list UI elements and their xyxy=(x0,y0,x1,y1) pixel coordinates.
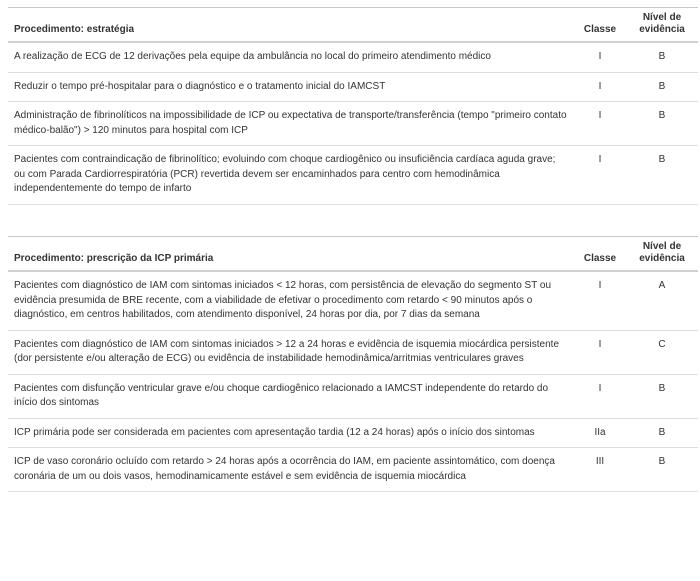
table-row xyxy=(8,418,698,448)
procedure-cell: Administração de fibrinolíticos na impossibilidade de ICP ou expectativa de transporte/transferência (tempo "primeiro contato médico-balão") > 120 minutos para hospital com ICP xyxy=(8,102,574,146)
evidence-level-header-line1: Nível de xyxy=(642,12,682,23)
class-cell: I xyxy=(574,72,626,102)
evidence-level-cell: B xyxy=(626,42,698,72)
class-cell: I xyxy=(574,374,626,418)
procedure-column-header: Procedimento: prescrição da ICP primária xyxy=(14,253,214,264)
evidence-level-cell: B xyxy=(626,146,698,205)
procedure-cell: ICP primária pode ser considerada em pacientes com apresentação tardia (12 a 24 horas) após o início dos sintomas xyxy=(8,418,574,448)
class-cell: I xyxy=(574,42,626,72)
evidence-level-cell: A xyxy=(626,271,698,330)
evidence-level-cell: B xyxy=(626,102,698,146)
evidence-level-header-line2: evidência xyxy=(639,24,685,35)
evidence-level-column-header xyxy=(626,237,698,272)
procedure-cell: Pacientes com contraindicação de fibrinolítico; evoluindo com choque cardiogênico ou insuficiência cardíaca aguda grave; ou com Parada Cardiorrespiratória (PCR) revertida devem ser encaminhados para centro com hemodinâmica independentemente do tempo de infarto xyxy=(8,146,574,205)
evidence-level-header-line1: Nível de xyxy=(642,241,682,252)
class-column-header: Classe xyxy=(583,24,617,35)
primary-pci-table xyxy=(8,236,698,492)
table-row xyxy=(8,330,698,374)
evidence-level-column-header xyxy=(626,8,698,43)
procedure-cell: Pacientes com diagnóstico de IAM com sintomas iniciados > 12 a 24 horas e evidência de isquemia miocárdica persistente (dor persistente e/ou alteração de ECG) ou evidência de instabilidade hemodinâmica/arritmias ventriculares graves xyxy=(8,330,574,374)
procedure-column-header: Procedimento: estratégia xyxy=(14,24,135,35)
table-header-row xyxy=(8,8,698,43)
table-row xyxy=(8,271,698,330)
table-row xyxy=(8,374,698,418)
class-cell: IIa xyxy=(574,418,626,448)
evidence-level-cell: C xyxy=(626,330,698,374)
class-cell: I xyxy=(574,330,626,374)
evidence-level-cell: B xyxy=(626,448,698,492)
class-column-header: Classe xyxy=(583,253,617,264)
class-cell: I xyxy=(574,271,626,330)
procedure-cell: Reduzir o tempo pré-hospitalar para o diagnóstico e o tratamento inicial do IAMCST xyxy=(8,72,574,102)
procedure-cell: ICP de vaso coronário ocluído com retardo > 24 horas após a ocorrência do IAM, em paciente assintomático, com doença coronária de um ou dois vasos, hemodinamicamente estável e sem evidência de isquemia miocárdica xyxy=(8,448,574,492)
evidence-level-header-line2: evidência xyxy=(639,253,685,264)
strategy-table xyxy=(8,7,698,205)
evidence-level-cell: B xyxy=(626,374,698,418)
table-row xyxy=(8,72,698,102)
table-header-row xyxy=(8,237,698,272)
table-row xyxy=(8,42,698,72)
evidence-level-cell: B xyxy=(626,72,698,102)
table-row xyxy=(8,448,698,492)
table-row xyxy=(8,146,698,205)
class-cell: I xyxy=(574,102,626,146)
table-row xyxy=(8,102,698,146)
procedure-cell: Pacientes com disfunção ventricular grave e/ou choque cardiogênico relacionado a IAMCST independente do retardo do início dos sintomas xyxy=(8,374,574,418)
class-cell: III xyxy=(574,448,626,492)
class-cell: I xyxy=(574,146,626,205)
procedure-cell: A realização de ECG de 12 derivações pela equipe da ambulância no local do primeiro atendimento médico xyxy=(8,42,574,72)
procedure-cell: Pacientes com diagnóstico de IAM com sintomas iniciados < 12 horas, com persistência de elevação do segmento ST ou evidência presumida de BRE recente, com a viabilidade de efetivar o procedimento com retardo < 90 minutos após o diagnóstico, em centros habilitados, com atendimento disponível, 24 horas por dia, por 7 dias da semana xyxy=(8,271,574,330)
evidence-level-cell: B xyxy=(626,418,698,448)
